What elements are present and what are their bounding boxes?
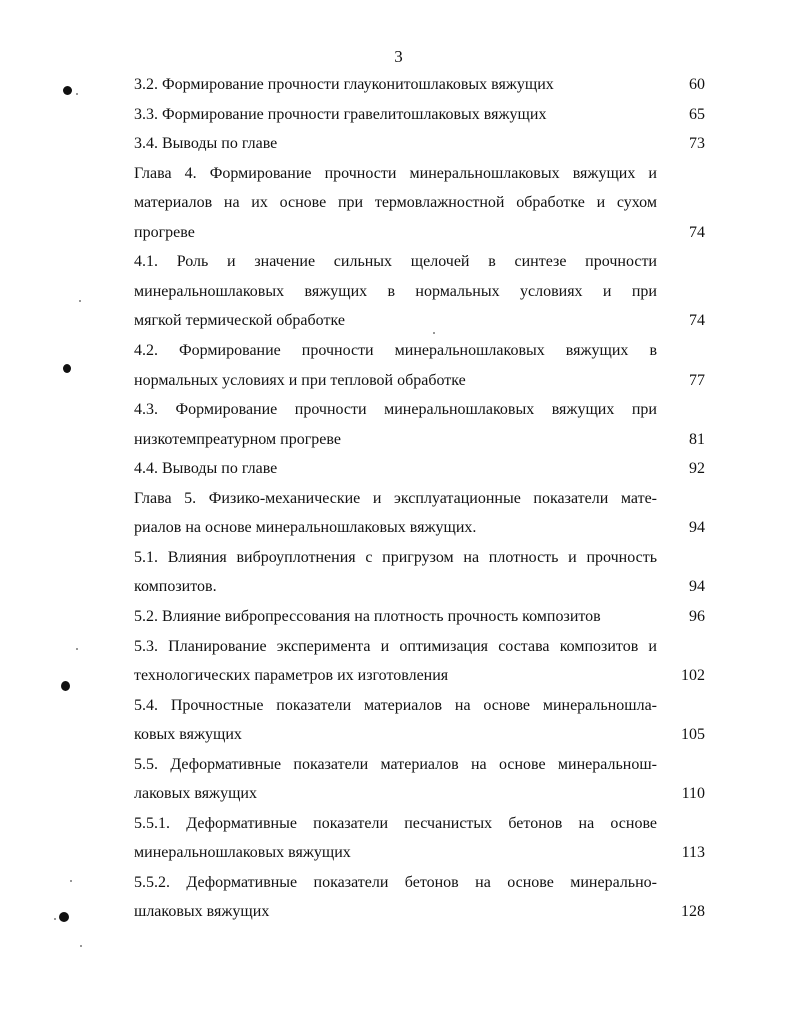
toc-entry-page: 110: [681, 785, 705, 803]
punch-hole-mark: [61, 681, 70, 691]
toc-entry-page: 65: [689, 105, 705, 123]
toc-entry-page: 73: [689, 135, 705, 153]
toc-entry-line: 5.5. Деформативные показатели материалов на основе минеральнош-: [134, 755, 657, 773]
toc-entry-line: минеральношлаковых вяжущих в нормальных условиях и при: [134, 282, 657, 300]
toc-entry-line: Глава 5. Физико-механические и эксплуатационные показатели мате-: [134, 489, 657, 507]
punch-hole-mark: [59, 912, 69, 922]
toc-entry-line: 4.1. Роль и значение сильных щелочей в синтезе прочности: [134, 253, 657, 271]
toc-entry-page: 128: [681, 903, 705, 921]
toc-entry-line: технологических параметров их изготовления: [134, 667, 449, 684]
toc-entry-page: 102: [681, 667, 705, 684]
toc-entry-page: 113: [681, 844, 705, 862]
page-number: 3: [394, 47, 403, 66]
toc-entry-line: 5.4. Прочностные показатели материалов на основе минеральношла-: [134, 696, 657, 714]
scan-speck: [76, 648, 78, 650]
scan-speck: [80, 945, 82, 947]
scan-speck: [76, 93, 78, 95]
toc-entry-line: композитов.: [134, 578, 217, 596]
toc-entry-line: 3.2. Формирование прочности глауконитошлаковых вяжущих: [134, 76, 554, 93]
scan-speck: [433, 332, 435, 334]
toc-entry-line: минеральношлаковых вяжущих: [134, 844, 351, 862]
toc-entry-line: 5.5.2. Деформативные показатели бетонов на основе минерально-: [134, 873, 657, 891]
toc-entry-line: лаковых вяжущих: [134, 785, 257, 803]
toc-entry-line: 5.1. Влияния виброуплотнения с пригрузом на плотность и прочность: [134, 548, 657, 566]
toc-entry-line: мягкой термической обработке: [134, 312, 345, 330]
toc-entry-line: 4.3. Формирование прочности минеральношлаковых вяжущих при: [134, 401, 657, 419]
toc-entry-line: 4.4. Выводы по главе: [134, 460, 278, 478]
toc-entry-line: материалов на их основе при термовлажностной обработке и сухом: [134, 194, 657, 212]
toc-entry-page: 94: [689, 519, 705, 537]
toc-entry-page: 81: [689, 430, 705, 448]
punch-hole-mark: [63, 86, 72, 95]
toc-entry-page: 74: [689, 312, 705, 330]
toc-entry-page: 74: [689, 223, 705, 241]
toc-entry-page: 96: [689, 607, 705, 625]
toc-entry-page: 60: [689, 76, 705, 93]
toc-entry-page: 92: [689, 460, 705, 478]
toc-entry-page: 94: [689, 578, 705, 596]
scan-speck: [70, 880, 72, 882]
toc-entry-line: нормальных условиях и при тепловой обработке: [134, 371, 466, 389]
toc-entry-page: 77: [689, 371, 705, 389]
toc-entry-line: ковых вяжущих: [134, 726, 242, 744]
toc-entry-line: 4.2. Формирование прочности минеральношлаковых вяжущих в: [134, 341, 657, 359]
toc-entry-page: 105: [681, 726, 705, 744]
toc-entry-line: Глава 4. Формирование прочности минеральношлаковых вяжущих и: [134, 164, 657, 182]
toc-entry-line: 3.3. Формирование прочности гравелитошлаковых вяжущих: [134, 105, 547, 123]
toc-entry-line: 5.3. Планирование эксперимента и оптимизация состава композитов и: [134, 637, 657, 655]
toc-entry-line: риалов на основе минеральношлаковых вяжущих.: [134, 519, 477, 537]
toc-entry-line: 5.2. Влияние вибропрессования на плотность прочность композитов: [134, 607, 601, 625]
toc-entry-line: шлаковых вяжущих: [134, 903, 270, 921]
toc-entry-line: низкотемпреатурном прогреве: [134, 430, 341, 448]
punch-hole-mark: [63, 364, 71, 373]
toc-entry-line: 3.4. Выводы по главе: [134, 135, 278, 153]
toc-entry-line: прогреве: [134, 223, 195, 241]
scan-speck: [79, 300, 81, 302]
toc-entry-line: 5.5.1. Деформативные показатели песчанистых бетонов на основе: [134, 814, 657, 832]
scan-speck: [54, 918, 56, 920]
